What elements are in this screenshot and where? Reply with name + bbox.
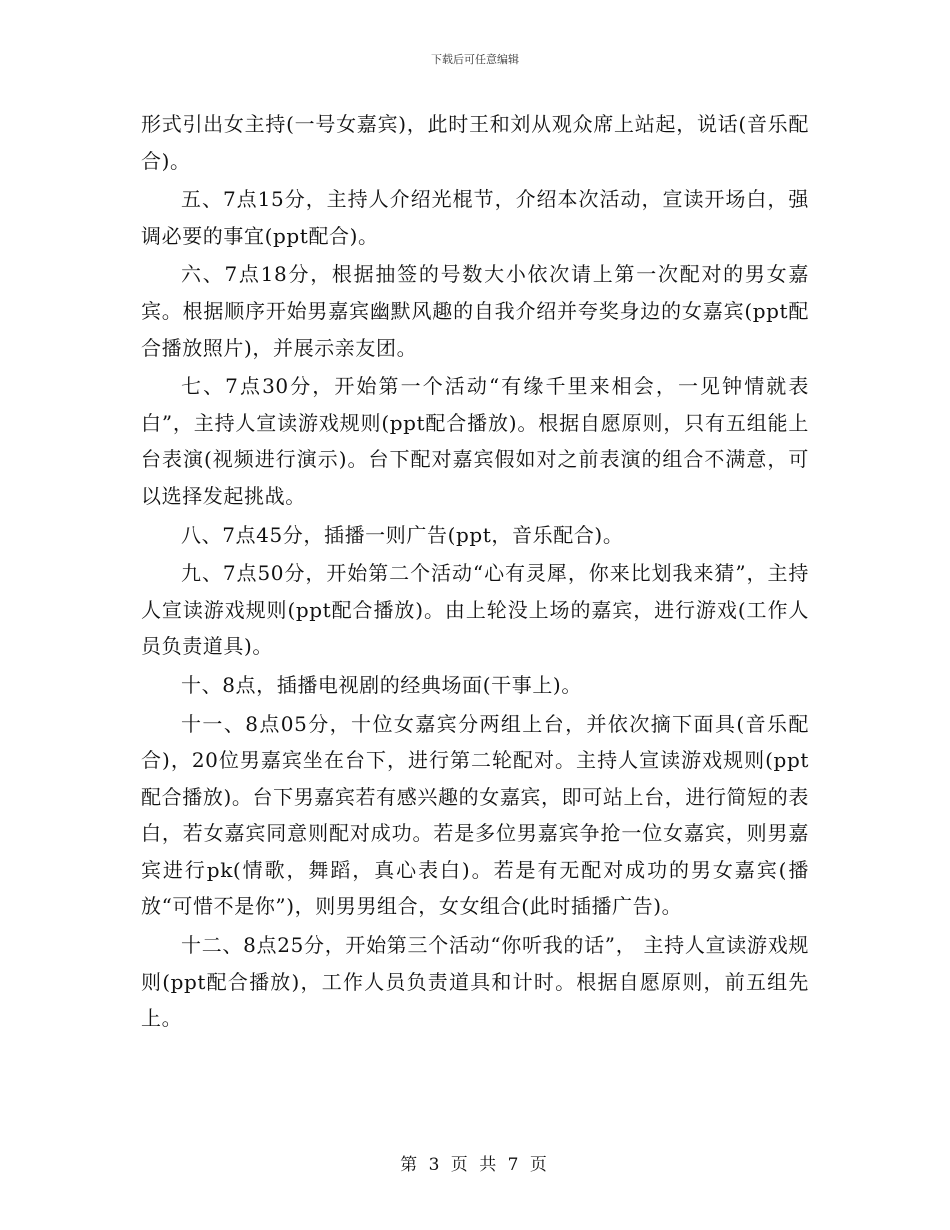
paragraph-item-6: 六、7点18分，根据抽签的号数大小依次请上第一次配对的男女嘉宾。根据顺序开始男嘉宾幽默风趣的自我介绍并夸奖身边的女嘉宾(ppt配合播放照片)，并展示亲友团。	[141, 262, 809, 360]
paragraph-item-10: 十、8点，插播电视剧的经典场面(干事上)。	[181, 672, 582, 697]
paragraph-continuation: 形式引出女主持(一号女嘉宾)，此时王和刘从观众席上站起，说话(音乐配合)。	[141, 112, 809, 173]
paragraph-item-9: 九、7点50分，开始第二个活动“心有灵犀，你来比划我来猜”，主持人宣读游戏规则(ppt配合播放)。由上轮没上场的嘉宾，进行游戏(工作人员负责道具)。	[141, 561, 809, 659]
paragraph-item-11: 十一、8点05分，十位女嘉宾分两组上台，并依次摘下面具(音乐配合)，20位男嘉宾坐在台下，进行第二轮配对。主持人宣读游戏规则(ppt配合播放)。台下男嘉宾若有感兴趣的女嘉宾，即可站上台，进行简短的表白，若女嘉宾同意则配对成功。若是多位男嘉宾争抢一位女嘉宾，则男嘉宾进行pk(情歌，舞蹈，真心表白)。若是有无配对成功的男女嘉宾(播放“可惜不是你”)，则男男组合，女女组合(此时插播广告)。	[141, 711, 809, 919]
document-body	[141, 106, 809, 1039]
paragraph-item-5: 五、7点15分，主持人介绍光棍节，介绍本次活动，宣读开场白，强调必要的事宜(ppt配合)。	[141, 187, 809, 248]
page-number-footer: 第 3 页 共 7 页	[400, 1155, 550, 1175]
paragraph-item-12: 十二、8点25分，开始第三个活动“你听我的话”， 主持人宣读游戏规则(ppt配合播放)，工作人员负责道具和计时。根据自愿原则，前五组先上。	[141, 933, 809, 1031]
paragraph-item-7: 七、7点30分，开始第一个活动“有缘千里来相会，一见钟情就表白”，主持人宣读游戏规则(ppt配合播放)。根据自愿原则，只有五组能上台表演(视频进行演示)。台下配对嘉宾假如对之前表演的组合不满意，可以选择发起挑战。	[141, 374, 809, 508]
paragraph-item-8: 八、7点45分，插播一则广告(ppt，音乐配合)。	[181, 522, 624, 547]
page-header: 下载后可任意编辑	[431, 53, 519, 66]
